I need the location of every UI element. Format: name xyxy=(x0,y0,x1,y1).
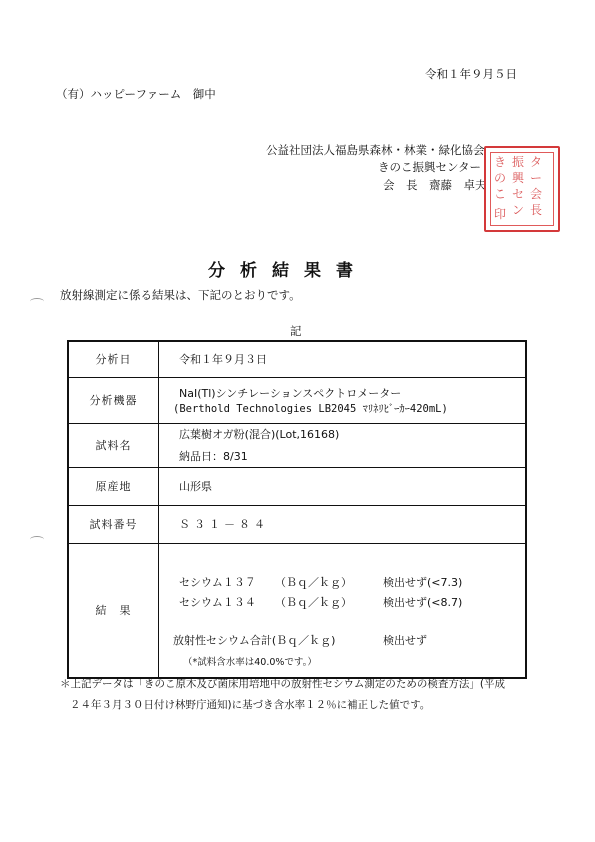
seal-char: 興 xyxy=(512,171,525,185)
seal-char: こ xyxy=(494,187,507,201)
origin-value: 山形県 xyxy=(159,467,527,505)
document-date: 令和１年９月５日 xyxy=(425,67,517,81)
total-value: 検出せず xyxy=(383,633,427,647)
seal-char: タ xyxy=(530,155,543,169)
seal-char: 長 xyxy=(530,203,543,217)
ki-marker: 記 xyxy=(290,324,302,338)
device-label: 分析機器 xyxy=(68,377,159,423)
origin-label: 原産地 xyxy=(68,467,159,505)
table-row xyxy=(68,505,526,543)
date-label: 分析日 xyxy=(68,341,159,377)
result-value: 検出せず(<7.3) xyxy=(383,575,463,589)
seal-char: 印 xyxy=(494,207,507,221)
sample-line1: 広葉樹オガ粉(混合)(Lot,16168) xyxy=(179,428,340,441)
document-title: 分析結果書 xyxy=(208,261,368,281)
table-row xyxy=(68,467,526,505)
number-value: Ｓ３１－８４ xyxy=(159,505,527,543)
table-row xyxy=(68,543,526,678)
issuer-chair: 会 長 齋藤 卓夫 xyxy=(383,178,487,192)
issuer-center: きのこ振興センター xyxy=(378,160,482,174)
device-cell xyxy=(159,377,527,423)
result-unit: （Ｂｑ／ｋｇ） xyxy=(275,575,352,589)
result-name: セシウム１３４ xyxy=(179,595,256,609)
seal-char: ー xyxy=(530,171,543,185)
table-row xyxy=(68,341,526,377)
table-row xyxy=(68,377,526,423)
result-label: 結 果 xyxy=(68,543,159,678)
result-cell xyxy=(159,543,527,678)
result-value: 検出せず(<8.7) xyxy=(383,595,463,609)
footnote-line2: ２４年３月３０日付け林野庁通知)に基づき含水率１２％に補正した値です。 xyxy=(70,699,431,711)
number-label: 試料番号 xyxy=(68,505,159,543)
seal-char: の xyxy=(494,171,507,185)
sample-cell xyxy=(159,423,527,467)
recipient: （有）ハッピーファーム 御中 xyxy=(56,87,216,101)
official-seal-icon xyxy=(484,146,560,232)
moisture-note: （*試料含水率は40.0%です。） xyxy=(183,656,317,668)
sample-label: 試料名 xyxy=(68,423,159,467)
result-name: セシウム１３７ xyxy=(179,575,256,589)
result-unit: （Ｂｑ／ｋｇ） xyxy=(275,595,352,609)
seal-char: 振 xyxy=(512,155,525,169)
punch-mark xyxy=(30,298,44,305)
total-name: 放射性セシウム合計(Ｂｑ／ｋｇ) xyxy=(173,633,336,647)
sample-line2: 納品日：8/31 xyxy=(179,450,248,463)
footnote-line1: ＊上記データは「きのこ原木及び菌床用培地中の放射性セシウム測定のための検査方法」(平成 xyxy=(60,678,505,690)
intro-text: 放射線測定に係る結果は、下記のとおりです。 xyxy=(60,288,301,302)
date-value: 令和１年９月３日 xyxy=(159,341,527,377)
seal-char: ン xyxy=(512,203,525,217)
seal-char: 会 xyxy=(530,187,543,201)
table-row xyxy=(68,423,526,467)
seal-char: セ xyxy=(512,187,525,201)
punch-mark xyxy=(30,536,44,543)
analysis-table xyxy=(67,340,527,679)
issuer-org: 公益社団法人福島県森林・林業・緑化協会 xyxy=(266,143,485,157)
seal-char: き xyxy=(494,155,507,169)
device-line2: (Berthold Technologies LB2045 ﾏﾘﾈﾘﾋﾞｰｶｰ420mL) xyxy=(173,402,448,415)
device-line1: NaI(Tl)シンチレーションスペクトロメーター xyxy=(179,386,402,400)
